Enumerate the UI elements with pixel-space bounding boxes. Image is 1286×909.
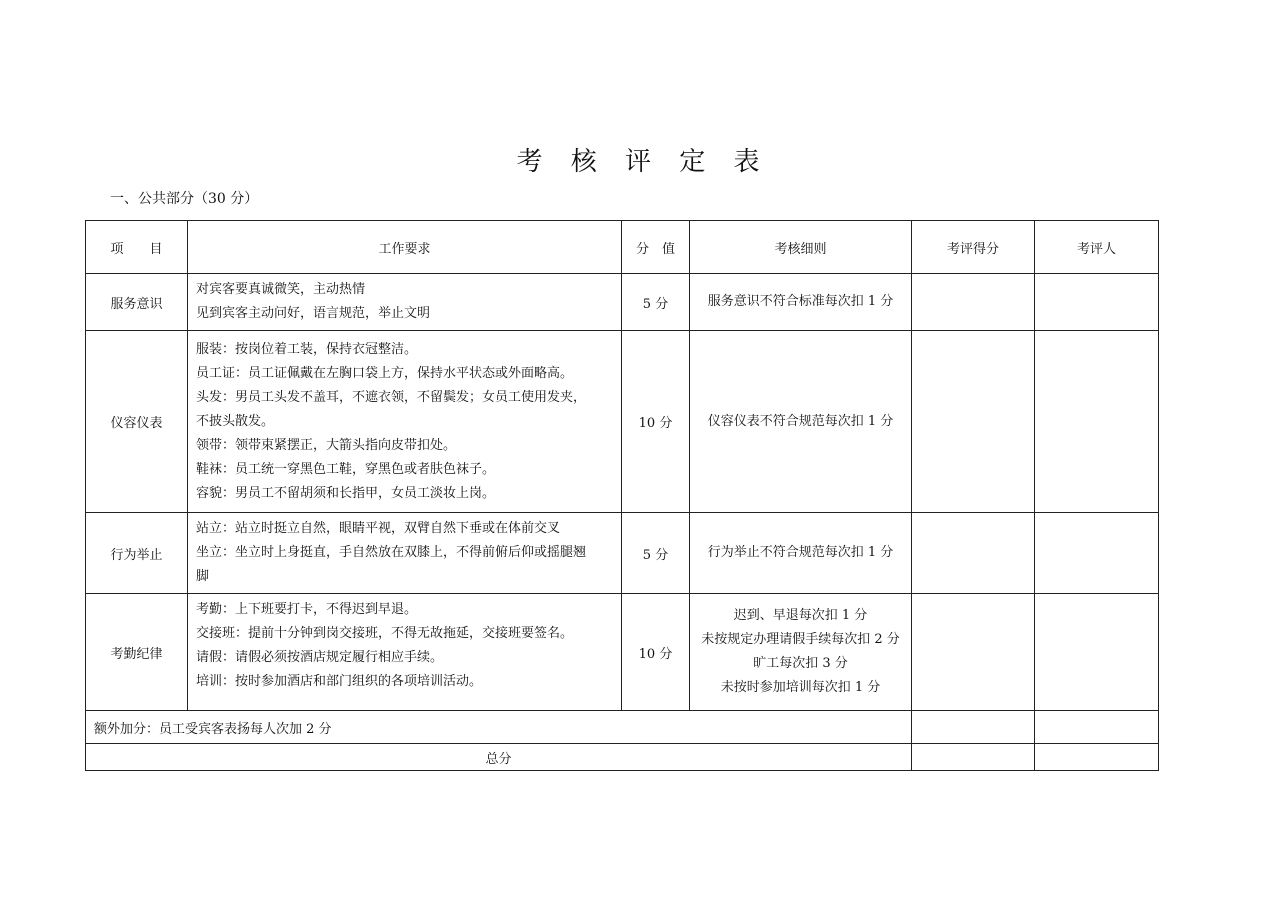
- detail-line: 行为举止不符合规范每次扣 1 分: [707, 545, 894, 560]
- header-item: 项 目: [86, 221, 188, 274]
- row-points: 5 分: [622, 513, 690, 594]
- detail-line: 未按规定办理请假手续每次扣 2 分: [701, 632, 900, 647]
- row-details: [690, 513, 912, 594]
- score-cell[interactable]: [912, 274, 1035, 331]
- header-points: 分 值: [622, 221, 690, 274]
- requirement-line: 考勤：上下班要打卡，不得迟到早退。: [196, 602, 418, 617]
- table-row: [86, 331, 1159, 513]
- evaluation-table: [85, 220, 1159, 771]
- requirement-line: 请假：请假必须按酒店规定履行相应手续。: [196, 650, 444, 665]
- requirement-line: 不披头散发。: [196, 413, 275, 429]
- row-requirements: [188, 331, 622, 513]
- score-cell[interactable]: [912, 331, 1035, 513]
- requirement-line: 头发：男员工头发不盖耳，不遮衣领，不留鬓发；女员工使用发夹，: [196, 389, 587, 405]
- requirement-line: 员工证：员工证佩戴在左胸口袋上方，保持水平状态或外面略高。: [196, 365, 574, 381]
- table-row: [86, 594, 1159, 711]
- requirement-line: 交接班：提前十分钟到岗交接班，不得无故拖延，交接班要签名。: [196, 626, 574, 641]
- evaluator-cell[interactable]: [1035, 274, 1159, 331]
- detail-line: 仪容仪表不符合规范每次扣 1 分: [707, 413, 894, 429]
- row-points: 5 分: [622, 274, 690, 331]
- row-item: 考勤纪律: [86, 594, 188, 711]
- row-details: [690, 594, 912, 711]
- header-evaluator: 考评人: [1035, 221, 1159, 274]
- score-cell[interactable]: [912, 513, 1035, 594]
- requirement-line: 脚: [196, 569, 210, 584]
- row-requirements: [188, 594, 622, 711]
- requirement-line: 领带：领带束紧摆正，大箭头指向皮带扣处。: [196, 437, 457, 453]
- total-evaluator-cell[interactable]: [1035, 744, 1159, 771]
- row-requirements: [188, 274, 622, 331]
- bonus-text: 额外加分：员工受宾客表扬每人次加 2 分: [86, 711, 912, 744]
- requirement-line: 服装：按岗位着工装，保持衣冠整洁。: [196, 341, 418, 357]
- table-row: [86, 513, 1159, 594]
- requirement-line: 培训：按时参加酒店和部门组织的各项培训活动。: [196, 674, 483, 689]
- page-title: 考 核 评 定 表: [516, 147, 770, 177]
- requirement-line: 鞋袜：员工统一穿黑色工鞋，穿黑色或者肤色袜子。: [196, 461, 496, 477]
- header-score: 考评得分: [912, 221, 1035, 274]
- row-item: 行为举止: [86, 513, 188, 594]
- evaluator-cell[interactable]: [1035, 331, 1159, 513]
- header-row: [86, 221, 1159, 274]
- row-item: 仪容仪表: [86, 331, 188, 513]
- row-requirements: [188, 513, 622, 594]
- row-points: 10 分: [622, 594, 690, 711]
- detail-line: 服务意识不符合标准每次扣 1 分: [707, 294, 894, 309]
- detail-line: 旷工每次扣 3 分: [753, 656, 848, 671]
- requirement-line: 坐立：坐立时上身挺直，手自然放在双膝上，不得前俯后仰或摇腿翘: [196, 545, 587, 560]
- total-row: [86, 744, 1159, 771]
- section-heading: 一、公共部分（30 分）: [110, 191, 259, 207]
- detail-line: 迟到、早退每次扣 1 分: [733, 608, 868, 623]
- evaluator-cell[interactable]: [1035, 594, 1159, 711]
- requirement-line: 对宾客要真诚微笑，主动热情: [196, 282, 366, 297]
- row-details: [690, 274, 912, 331]
- row-item: 服务意识: [86, 274, 188, 331]
- row-points: 10 分: [622, 331, 690, 513]
- bonus-evaluator-cell[interactable]: [1035, 711, 1159, 744]
- requirement-line: 容貌：男员工不留胡须和长指甲，女员工淡妆上岗。: [196, 485, 496, 501]
- bonus-score-cell[interactable]: [912, 711, 1035, 744]
- detail-line: 未按时参加培训每次扣 1 分: [720, 680, 881, 695]
- evaluator-cell[interactable]: [1035, 513, 1159, 594]
- header-details: 考核细则: [690, 221, 912, 274]
- bonus-row: [86, 711, 1159, 744]
- row-details: [690, 331, 912, 513]
- total-label: 总分: [86, 744, 912, 771]
- total-score-cell[interactable]: [912, 744, 1035, 771]
- table-row: [86, 274, 1159, 331]
- requirement-line: 站立：站立时挺立自然，眼睛平视，双臂自然下垂或在体前交叉: [196, 521, 561, 536]
- requirement-line: 见到宾客主动问好，语言规范，举止文明: [196, 306, 431, 321]
- score-cell[interactable]: [912, 594, 1035, 711]
- header-requirements: 工作要求: [188, 221, 622, 274]
